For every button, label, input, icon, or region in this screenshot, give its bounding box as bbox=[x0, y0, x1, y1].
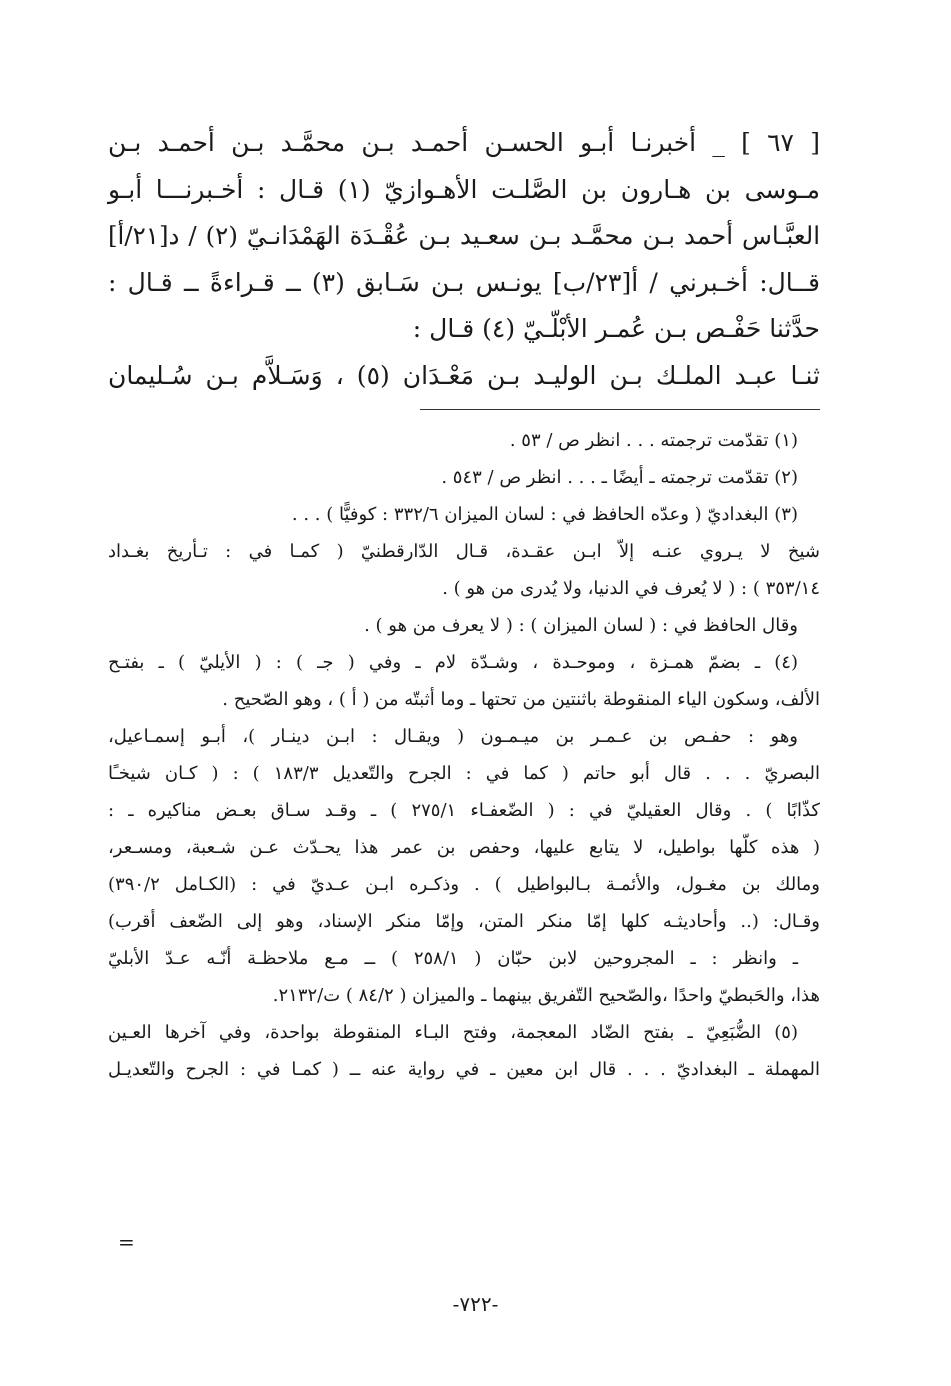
continuation-mark: = bbox=[118, 1230, 135, 1254]
main-line-3: العبَّـاس أحمد بـن محمَّـد بـن سعـيد بـن عُقْـدَة الهَمْدَانـيّ (٢) / د[٢١/أ] bbox=[108, 221, 820, 250]
page-body bbox=[108, 120, 820, 1088]
footnote-5-line-2: المهملة ـ البغداديّ . . . قال ابن معين ـ في رواية عنه ــ ( كمـا في : الجرح والتّعديـل bbox=[108, 1059, 820, 1080]
main-line-6: ثنـا عبـد الملـك بـن الوليـد بـن مَعْـدَان (٥) ، وَسَـلاَّم بـن سُـليمان bbox=[108, 360, 820, 390]
footnote-4-line-7: ومالك بن مغـول، والأئمـة بـالبواطيل ) . وذكـره ابـن عـديّ في : (الكـامل ٣٩٠/٢) bbox=[108, 874, 820, 895]
footnotes bbox=[108, 422, 820, 1088]
page-number: -٧٢٢- bbox=[452, 1292, 499, 1316]
footnote-4-line-2: الألف، وسكون الياء المنقوطة باثنتين من تحتها ـ وما أثبتّه من ( أ ) ، وهو الصّحيح . bbox=[222, 689, 820, 710]
footnote-2: (٢) تقدّمت ترجمته ـ أيضًا ـ . . . انظر ص / ٥٤٣ . bbox=[441, 467, 798, 488]
footnote-1: (١) تقدّمت ترجمته . . . انظر ص / ٥٣ . bbox=[509, 430, 798, 451]
main-text bbox=[108, 120, 820, 399]
footnote-3-line-3: ٣٥٣/١٤ ) : ( لا يُعرف في الدنيا، ولا يُدرى من هو ) . bbox=[442, 578, 820, 599]
footnote-5: (٥) الضُّبَعِيّ ـ بفتح الضّاد المعجمة، وفتح البـاء المنقوطة بواحدة، وفي آخرها العـين bbox=[108, 1022, 798, 1043]
footnote-4-line-3: وهو : حفـص بن عـمـر بن ميـمـون ( ويقـال : ابـن دينـار )، أبـو إسمـاعيل، bbox=[108, 726, 798, 747]
footnote-divider bbox=[420, 409, 820, 410]
footnote-4-line-9: ـ وانظر : ـ المجروحين لابن حبّان ( ٢٥٨/١ ) ــ مـع ملاحظـة أنّـه عـدّ الأبليّ bbox=[108, 948, 798, 969]
footnote-4-line-6: ( هذه كلّها بواطيل، لا يتابع عليها، وحفص بن عمر هذا يحـدّث عـن شـعبة، ومسـعر، bbox=[108, 837, 820, 858]
footnote-4-line-8: وقـال: (.. وأحاديثـه كلها إمّا منكر المتن، وإمّا منكر الإسناد، وهو إلى الضّعف أقرب) bbox=[108, 911, 820, 932]
footnote-4-line-5: كذّابًا ) . وقال العقيليّ في : ( الضّعفـاء ٢٧٥/١ ) ـ وقـد سـاق بعـض مناكيره ـ : bbox=[108, 800, 820, 821]
main-line-1: [ ٦٧ ] _ أخبرنـا أبـو الحسـن أحمـد بـن محمَّـد بـن أحمـد بـن bbox=[108, 128, 820, 157]
footnote-4-line-4: البصريّ . . . قال أبو حاتم ( كما في : الجرح والتّعديل ١٨٣/٣ ) : ( كـان شيخـًا bbox=[108, 763, 820, 784]
main-line-4: قــال: أخـبرني / أ[٢٣/ب] يونـس بـن سَـابق (٣) ــ قـراءةً ــ قـال : bbox=[108, 267, 821, 297]
footnote-4: (٤) ـ بضمّ همـزة ، وموحـدة ، وشـدّة لام ـ وفي ( جـ ) : ( الأيليّ ) ـ بفتـح bbox=[108, 652, 798, 673]
footnote-4-line-10: هذا، والحَبطيّ واحدًا ،والصّحيح التّفريق بينهما ـ والميزان ( ٨٤/٢ ) ت/٢١٣٢. bbox=[272, 985, 820, 1006]
main-line-2: مـوسى بن هـارون بن الصَّلـت الأهـوازيّ (١) قـال : أخـبرنـــا أبـو bbox=[108, 174, 820, 204]
footnote-3-line-2: شيخ لا يـروي عنـه إلاّ ابـن عقـدة، قـال الدّارقطنيّ ( كمـا في : تـأريخ بغـداد bbox=[108, 541, 820, 562]
footnote-3-line-4: وقال الحافظ في : ( لسان الميزان ) : ( لا يعرف من هو ) . bbox=[364, 615, 798, 636]
main-line-5: حدَّثنا حَفْـص بـن عُمـر الأبْلّـيّ (٤) قـال : bbox=[412, 314, 820, 343]
footnote-3: (٣) البغداديّ ( وعدّه الحافظ في : لسان الميزان ٣٣٢/٦ : كوفيًّا ) . . . bbox=[291, 504, 798, 525]
